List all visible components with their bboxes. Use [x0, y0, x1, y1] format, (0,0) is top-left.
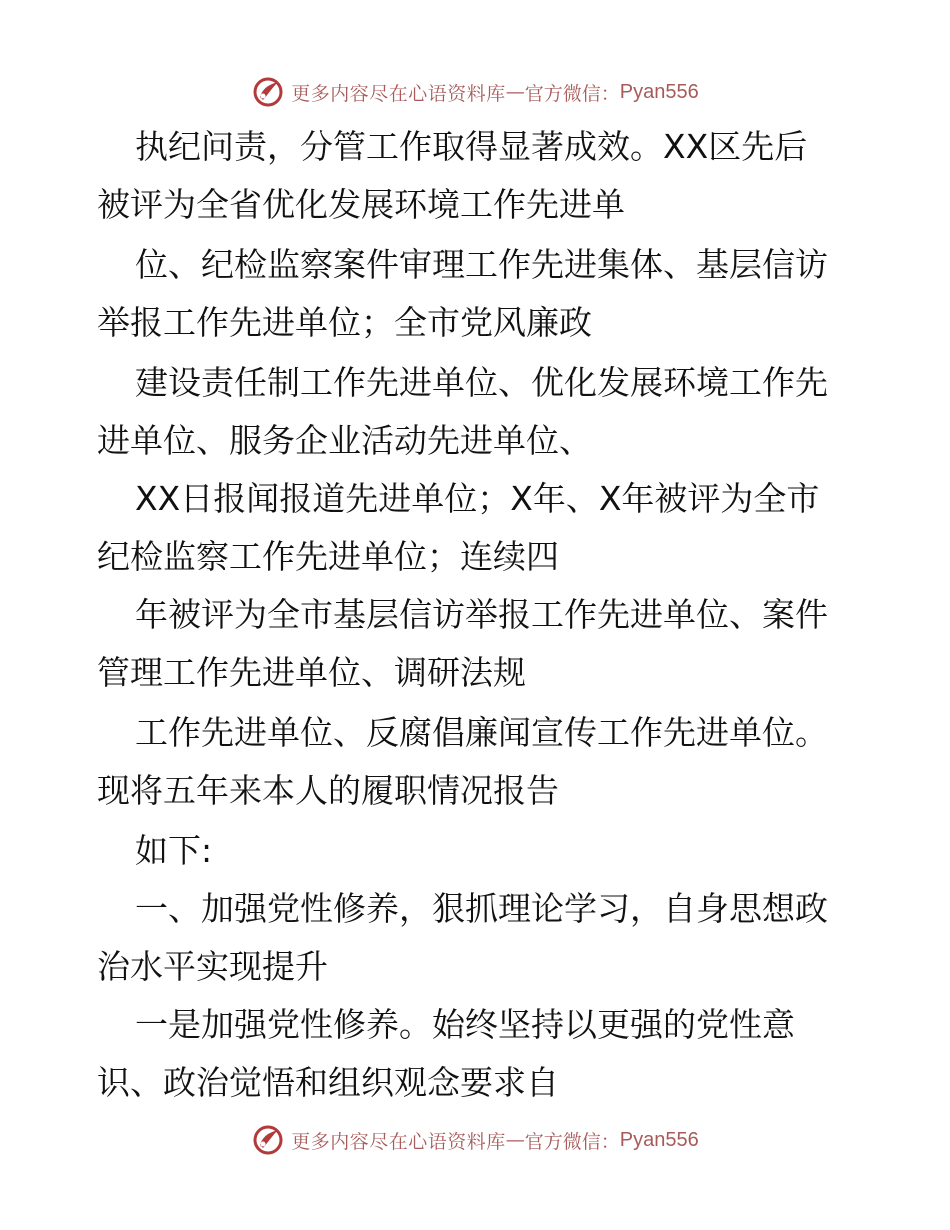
banner-text: 更多内容尽在心语资料库: [291, 1130, 506, 1153]
text-line: 位、纪检监察案件审理工作先进集体、基层信访: [135, 245, 828, 284]
banner-wechat-id: Pyan556: [619, 1128, 699, 1151]
text-line: 一是加强党性修养。始终坚持以更强的党性意: [135, 1005, 795, 1044]
header-banner: [0, 72, 950, 112]
text-line: 一、加强党性修养，狠抓理论学习，自身思想政: [135, 889, 828, 928]
brand-logo-icon: [251, 75, 285, 109]
banner-wechat-id: Pyan556: [619, 80, 699, 103]
text-line: 识、政治觉悟和组织观念要求自: [97, 1063, 559, 1102]
text-line: 现将五年来本人的履职情况报告: [97, 771, 559, 810]
text-line: 建设责任制工作先进单位、优化发展环境工作先: [135, 363, 828, 402]
banner-text: 更多内容尽在心语资料库: [291, 82, 506, 105]
banner-separator: —: [505, 81, 525, 103]
banner-wechat-label: 官方微信：: [524, 82, 620, 105]
brand-logo-icon: [251, 1123, 285, 1157]
text-line: 管理工作先进单位、调研法规: [97, 653, 526, 692]
text-line: XX日报闻报道先进单位；X年、X年被评为全市: [135, 479, 820, 518]
banner-separator: —: [505, 1129, 525, 1151]
text-line: 执纪问责，分管工作取得显著成效。XX区先后: [135, 127, 808, 166]
text-line: 举报工作先进单位；全市党风廉政: [97, 303, 592, 342]
text-line: 治水平实现提升: [97, 947, 328, 986]
footer-banner: [0, 1120, 950, 1160]
banner-wechat-label: 官方微信：: [524, 1130, 620, 1153]
text-line: 如下:: [135, 831, 213, 870]
text-line: 被评为全省优化发展环境工作先进单: [97, 185, 625, 224]
text-line: 纪检监察工作先进单位；连续四: [97, 537, 559, 576]
text-line: 工作先进单位、反腐倡廉闻宣传工作先进单位。: [135, 713, 828, 752]
text-line: 进单位、服务企业活动先进单位、: [97, 421, 592, 460]
text-line: 年被评为全市基层信访举报工作先进单位、案件: [135, 595, 828, 634]
